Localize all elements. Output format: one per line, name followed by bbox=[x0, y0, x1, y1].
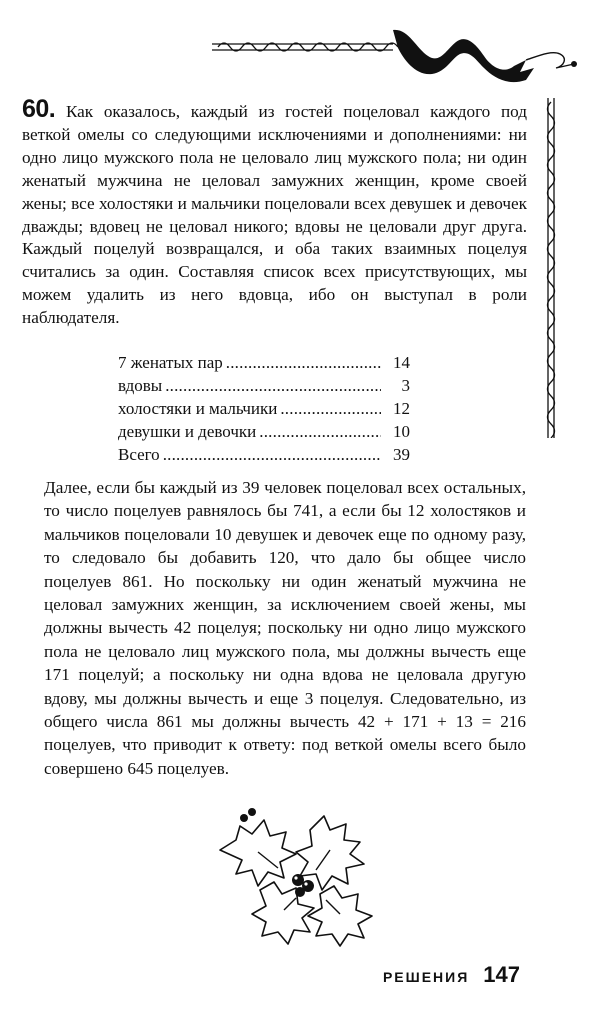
table-row bbox=[118, 351, 410, 374]
table-row-total bbox=[118, 443, 410, 466]
row-label: Всего bbox=[118, 445, 160, 464]
holly-icon bbox=[200, 790, 400, 950]
row-value: 39 bbox=[393, 445, 410, 464]
page-number: 147 bbox=[483, 962, 520, 987]
dot-leader bbox=[280, 397, 381, 420]
running-head: РЕШЕНИЯ bbox=[382, 969, 470, 985]
dot-leader bbox=[226, 351, 381, 374]
table-row bbox=[118, 374, 410, 397]
explanation-paragraph: Далее, если бы каждый из 39 человек поцеловал всех остальных, то число поцелуев равнялось бы 741, а если бы 12 холостяков и мальчиков поцеловали 10 девушек и девочек еще по одному разу, то следовало бы добавить 120, что дало бы общее число поцелуев 861. Но поскольку ни один женатый мужчина не целовал замужних женщин, за исключением своей жены, мы должны вычесть 42 поцелуя; поскольку ни одно лицо мужского пола не целовало лиц мужского пола, мы должны вычесть еще 171 поцелуй; а поскольку ни одна вдова не целовала другую вдову, мы должны вычесть и еще 3 поцелуя. Следовательно, из общего числа 861 мы должны вычесть 42 + 171 + 13 = 216 поцелуев, что приводит к ответу: под веткой омелы всего было совершено 645 поцелуев. bbox=[44, 478, 526, 778]
row-label: вдовы bbox=[118, 376, 163, 395]
row-value: 3 bbox=[401, 376, 410, 395]
chain-border-icon bbox=[540, 98, 562, 438]
dot-leader bbox=[259, 420, 381, 443]
ribbon-scroll-icon bbox=[208, 20, 588, 90]
row-value: 14 bbox=[393, 353, 410, 372]
page-footer bbox=[383, 962, 520, 988]
guest-tally-table bbox=[118, 351, 410, 466]
solution-text: Как оказалось, каждый из гостей поцеловал каждого под веткой омелы со следующими исключениями и дополнениями: ни одно лицо мужского пола не целовало лиц мужского пола; ни один женатый мужчина не целовал замужних женщин, кроме своей жены; все холостяки и мальчики поцеловали всех девушек и девочек дважды; вдовец не целовал никого; вдовы не целовали друг друга. Каждый поцелуй возвращался, и оба таких взаимных поцелуя считались за один. Составляя список всех присутствующих, мы можем удалить из него вдовца, ибо он выступал в роли наблюдателя. bbox=[22, 102, 527, 328]
table-row bbox=[118, 397, 410, 420]
dot-leader bbox=[165, 374, 381, 397]
row-value: 10 bbox=[393, 422, 410, 441]
dot-leader bbox=[163, 443, 381, 466]
row-value: 12 bbox=[393, 399, 410, 418]
solution-paragraph bbox=[22, 95, 527, 330]
row-label: девушки и девочки bbox=[118, 422, 257, 441]
solution-number: 60. bbox=[22, 95, 56, 123]
row-label: 7 женатых пар bbox=[118, 353, 223, 372]
table-row bbox=[118, 420, 410, 443]
row-label: холостяки и мальчики bbox=[118, 399, 278, 418]
